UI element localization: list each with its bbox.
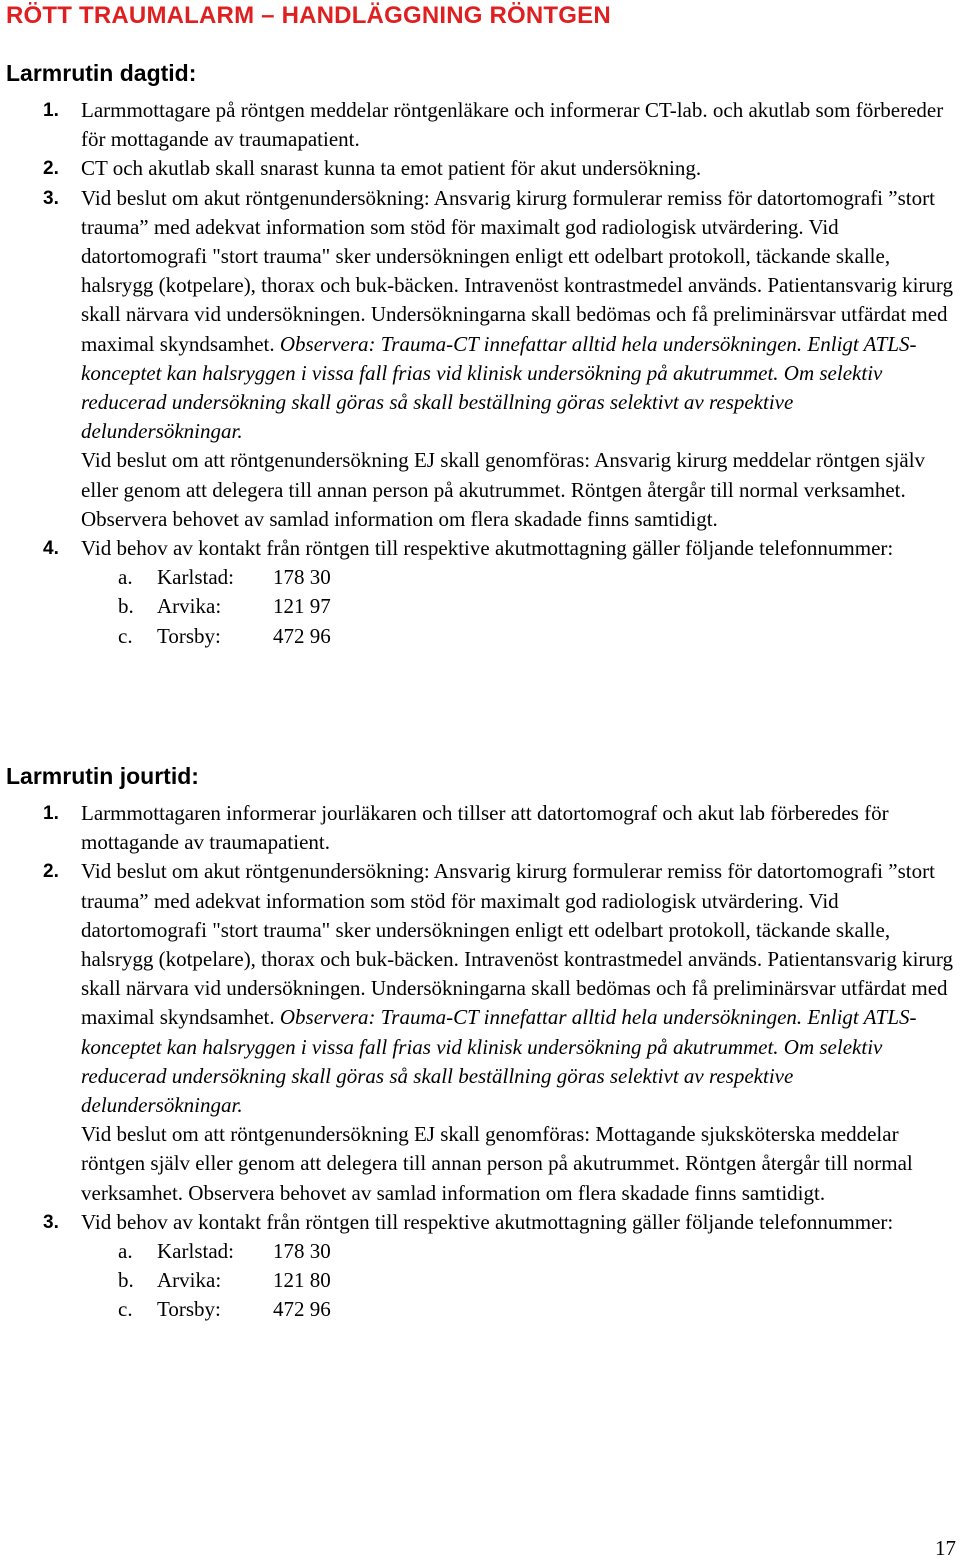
item-paragraph bbox=[81, 857, 956, 1120]
item-number: 2. bbox=[43, 158, 59, 180]
phone-letter: b. bbox=[118, 1268, 134, 1293]
item-text: CT och akutlab skall snarast kunna ta emot patient för akut undersökning. bbox=[81, 156, 702, 181]
phone-number: 178 30 bbox=[273, 1239, 331, 1264]
item-text: Vid behov av kontakt från röntgen till respektive akutmottagning gäller följande telefonnummer: bbox=[81, 1209, 894, 1234]
phone-number: 472 96 bbox=[273, 623, 331, 648]
item-text: Larmmottagare på röntgen meddelar röntgenläkare och informerar CT-lab. och akutlab som förbereder för mottagande av traumapatient. bbox=[81, 98, 944, 152]
phone-letter: a. bbox=[118, 1239, 133, 1264]
phone-list bbox=[81, 563, 956, 651]
item-number: 3. bbox=[43, 187, 59, 209]
phone-entry bbox=[81, 1237, 956, 1266]
phone-number: 121 97 bbox=[273, 594, 331, 619]
phone-number: 121 80 bbox=[273, 1268, 331, 1293]
item-text: Vid beslut om akut röntgenundersökning: Ansvarig kirurg formulerar remiss för datortomografi ”stort trauma” med adekvat information som stöd för maximalt god radiologisk utvärdering. Vid datortomografi "stort trauma" sker undersökningen enligt ett odelbart protokoll, täckande skalle, halsrygg (kotpelare), thorax och buk-bäcken. Intravenöst kontrastmedel används. Patientansvarig kirurg skall närvara vid undersökningen. Undersökningarna skall bedömas och få preliminärsvar utfärdat med maximal skyndsamhet. bbox=[81, 185, 954, 356]
list-item bbox=[0, 184, 960, 534]
list-item bbox=[0, 534, 960, 651]
list-item bbox=[0, 96, 960, 154]
item-number: 1. bbox=[43, 100, 59, 121]
item-number: 1. bbox=[43, 803, 59, 824]
phone-entry bbox=[81, 1295, 956, 1324]
item-number: 2. bbox=[43, 861, 59, 883]
phone-number: 472 96 bbox=[273, 1297, 331, 1322]
item-paragraph bbox=[81, 184, 956, 447]
item-note-italic: Observera: Trauma-CT innefattar alltid hela undersökningen. Enligt ATLS-konceptet kan halsryggen i vissa fall frias vid klinisk undersökning på akutrummet. Om selektiv reducerad undersökning skall göras så skall beställning göras selektivt av respektive delundersökningar. bbox=[81, 331, 917, 444]
item-paragraph: Vid beslut om att röntgenundersökning EJ skall genomföras: Ansvarig kirurg meddelar röntgen själv eller genom att delegera till annan person på akutrummet. Röntgen återgår till normal verksamhet. Observera behovet av samlad information om flera skadade finns samtidigt. bbox=[81, 448, 926, 531]
phone-city: Torsby: bbox=[157, 1297, 221, 1322]
item-note-italic: Observera: Trauma-CT innefattar alltid hela undersökningen. Enligt ATLS-konceptet kan halsryggen i vissa fall frias vid klinisk undersökning på akutrummet. Om selektiv reducerad undersökning skall göras så skall beställning göras selektivt av respektive delundersökningar. bbox=[81, 1005, 917, 1118]
phone-letter: c. bbox=[118, 1297, 133, 1322]
phone-city: Karlstad: bbox=[157, 1239, 234, 1264]
phone-entry bbox=[81, 622, 956, 651]
phone-city: Arvika: bbox=[157, 1268, 222, 1293]
phone-city: Karlstad: bbox=[157, 565, 234, 590]
day-routine-heading: Larmrutin dagtid: bbox=[6, 60, 197, 86]
phone-city: Torsby: bbox=[157, 623, 221, 648]
phone-list bbox=[81, 1237, 956, 1325]
list-item bbox=[0, 857, 960, 1207]
list-item bbox=[0, 154, 960, 183]
phone-city: Arvika: bbox=[157, 594, 222, 619]
page-title: RÖTT TRAUMALARM – HANDLÄGGNING RÖNTGEN bbox=[6, 2, 611, 29]
night-routine-heading: Larmrutin jourtid: bbox=[6, 763, 199, 789]
item-text: Larmmottagaren informerar jourläkaren och tillser att datortomograf och akut lab förberedes för mottagande av traumapatient. bbox=[81, 801, 889, 855]
phone-letter: a. bbox=[118, 565, 133, 590]
phone-letter: b. bbox=[118, 594, 134, 619]
phone-letter: c. bbox=[118, 623, 133, 648]
phone-entry bbox=[81, 563, 956, 592]
phone-number: 178 30 bbox=[273, 565, 331, 590]
night-routine-list bbox=[0, 799, 960, 1325]
item-number: 3. bbox=[43, 1211, 59, 1233]
page-number: 17 bbox=[935, 1536, 956, 1560]
item-text: Vid beslut om akut röntgenundersökning: Ansvarig kirurg formulerar remiss för datortomografi ”stort trauma” med adekvat information som stöd för maximalt god radiologisk utvärdering. Vid datortomografi "stort trauma" sker undersökningen enligt ett odelbart protokoll, täckande skalle, halsrygg (kotpelare), thorax och buk-bäcken. Intravenöst kontrastmedel används. Patientansvarig kirurg skall närvara vid undersökningen. Undersökningarna skall bedömas och få preliminärsvar utfärdat med maximal skyndsamhet. bbox=[81, 859, 954, 1030]
list-item bbox=[0, 799, 960, 857]
item-number: 4. bbox=[43, 538, 59, 560]
phone-entry bbox=[81, 592, 956, 621]
day-routine-list bbox=[0, 96, 960, 651]
item-paragraph: Vid beslut om att röntgenundersökning EJ skall genomföras: Mottagande sjuksköterska meddelar röntgen själv eller genom att delegera till annan person på akutrummet. Röntgen återgår till normal verksamhet. Observera behovet av samlad information om flera skadade finns samtidigt. bbox=[81, 1122, 913, 1205]
phone-entry bbox=[81, 1266, 956, 1295]
list-item bbox=[0, 1208, 960, 1325]
item-text: Vid behov av kontakt från röntgen till respektive akutmottagning gäller följande telefonnummer: bbox=[81, 536, 894, 561]
